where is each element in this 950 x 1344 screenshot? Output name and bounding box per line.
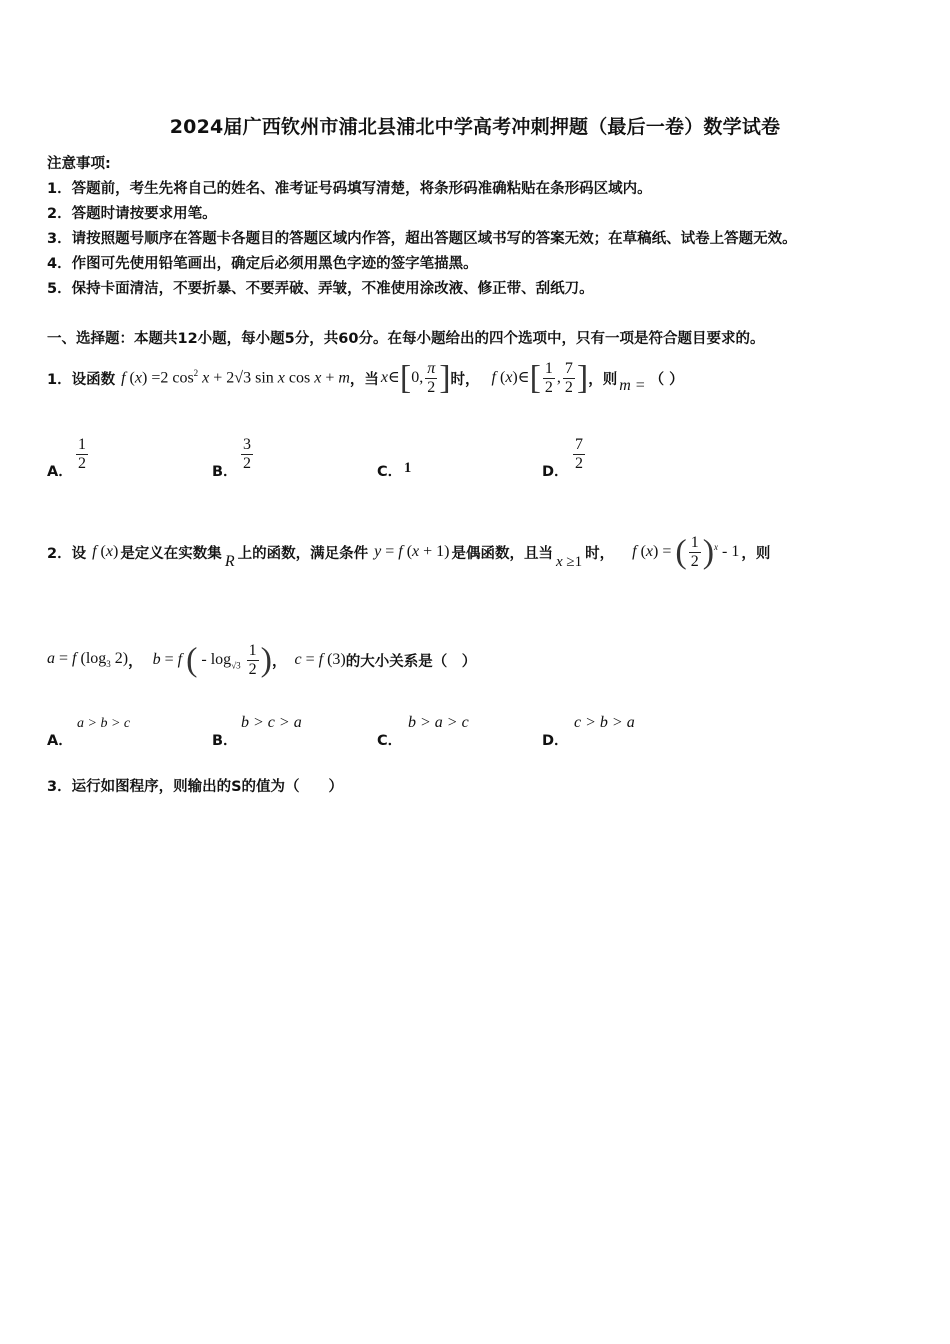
q2-text-3: 是偶函数，且当 xyxy=(451,545,553,562)
q1-function: f (x) =2 $\cos^2 x + 2√3$ sin x cos x + m xyxy=(121,368,350,387)
question-2 xyxy=(47,528,770,576)
q2-option-a-label: A． xyxy=(47,733,73,749)
notice-heading: 注意事项: xyxy=(47,156,111,172)
q2-c: c = f (3) xyxy=(294,651,346,668)
section-heading: 一、选择题：本题共12小题，每小题5分，共60分。在每小题给出的四个选项中，只有一项是符合题目要求的。 xyxy=(47,331,765,347)
q2-option-d-label: D． xyxy=(542,733,569,749)
q2-text-4: 时， xyxy=(585,545,615,562)
q2-option-a: a > b > c xyxy=(77,716,131,731)
q2-text-1: 是定义在实数集 xyxy=(120,545,222,562)
page-title: 2024届广西钦州市浦北县浦北中学高考冲刺押题（最后一卷）数学试卷 xyxy=(169,116,781,138)
q1-option-b: $\frac{3}{2}$ xyxy=(243,436,251,472)
notice-item-1: 1．答题前，考生先将自己的姓名、准考证号码填写清楚，将条形码准确粘贴在条形码区域内。 xyxy=(47,181,652,197)
q2-text-2: 上的函数，满足条件 xyxy=(237,545,369,562)
q1-ze: ，则 xyxy=(588,371,618,388)
q1-when: ，当 xyxy=(349,371,379,388)
q1-shi: 时， xyxy=(450,371,480,388)
q1-option-d: $\frac{7}{2}$ xyxy=(575,436,583,472)
q2-fx: f (x) xyxy=(92,543,119,560)
q1-option-c-label: C． xyxy=(377,464,403,480)
q1-option-a-label: A． xyxy=(47,464,73,480)
notice-item-5: 5．保持卡面清洁，不要折暴、不要弄破、弄皱，不准使用涂改液、修正带、刮纸刀。 xyxy=(47,281,594,297)
question-1 xyxy=(47,358,684,398)
q2-text-6: 的大小关系是（ ） xyxy=(345,653,477,670)
q2-option-b-label: B． xyxy=(212,733,238,749)
q2-number: 2．设 xyxy=(47,545,87,562)
q1-range: f (x)∈[ $\frac{1}{2}$ , $\frac{7}{2}$ ] xyxy=(491,359,589,396)
q2-b: b = f ( - $\log_{√3}$ $\frac{1}{2}$ ) xyxy=(152,641,272,678)
q1-domain: x∈[0, $\frac{\pi}{2}$ ] xyxy=(380,359,451,396)
q2-option-d: c > b > a xyxy=(574,714,635,731)
q2-definition: f (x) = ( $\frac{1}{2}$ )$^x$ - 1 xyxy=(632,533,740,570)
notice-item-2: 2．答题时请按要求用笔。 xyxy=(47,206,217,222)
q1-paren: （ ） xyxy=(649,371,684,388)
notice-item-4: 4．作图可先使用铅笔画出，确定后必须用黑色字迹的签字笔描黑。 xyxy=(47,256,478,272)
q1-option-d-label: D． xyxy=(542,464,569,480)
q2-text-5: ，则 xyxy=(741,545,771,562)
q1-option-c: 1 xyxy=(404,460,412,476)
q2-x-ge-1: x ≥1 xyxy=(555,553,583,570)
q2-option-b: b > c > a xyxy=(241,714,302,731)
q2-option-c-label: C． xyxy=(377,733,403,749)
q2-option-c: b > a > c xyxy=(408,714,469,731)
notice-item-3: 3．请按照题号顺序在答题卡各题目的答题区域内作答，超出答题区域书写的答案无效；在草稿纸、试卷上答题无效。 xyxy=(47,231,797,247)
question-3: 3．运行如图程序，则输出的S的值为（ ） xyxy=(47,779,344,795)
question-2-line-2: a = f ($\log_3$ 2) ， b = f ( - $\log_{√3}$ $\frac{1}{2}$ ) ， c = f (3) 的大小关系是（ ） xyxy=(47,641,477,678)
q1-option-a: $\frac{1}{2}$ xyxy=(78,436,86,472)
q2-condition: y = f (x + 1) xyxy=(374,543,450,560)
q2-R: R xyxy=(224,553,235,570)
q1-m: m = xyxy=(619,377,646,394)
q1-option-b-label: B． xyxy=(212,464,238,480)
q1-number: 1．设函数 xyxy=(47,371,116,388)
q2-a: a = f ($\log_3$ 2) xyxy=(47,650,129,670)
